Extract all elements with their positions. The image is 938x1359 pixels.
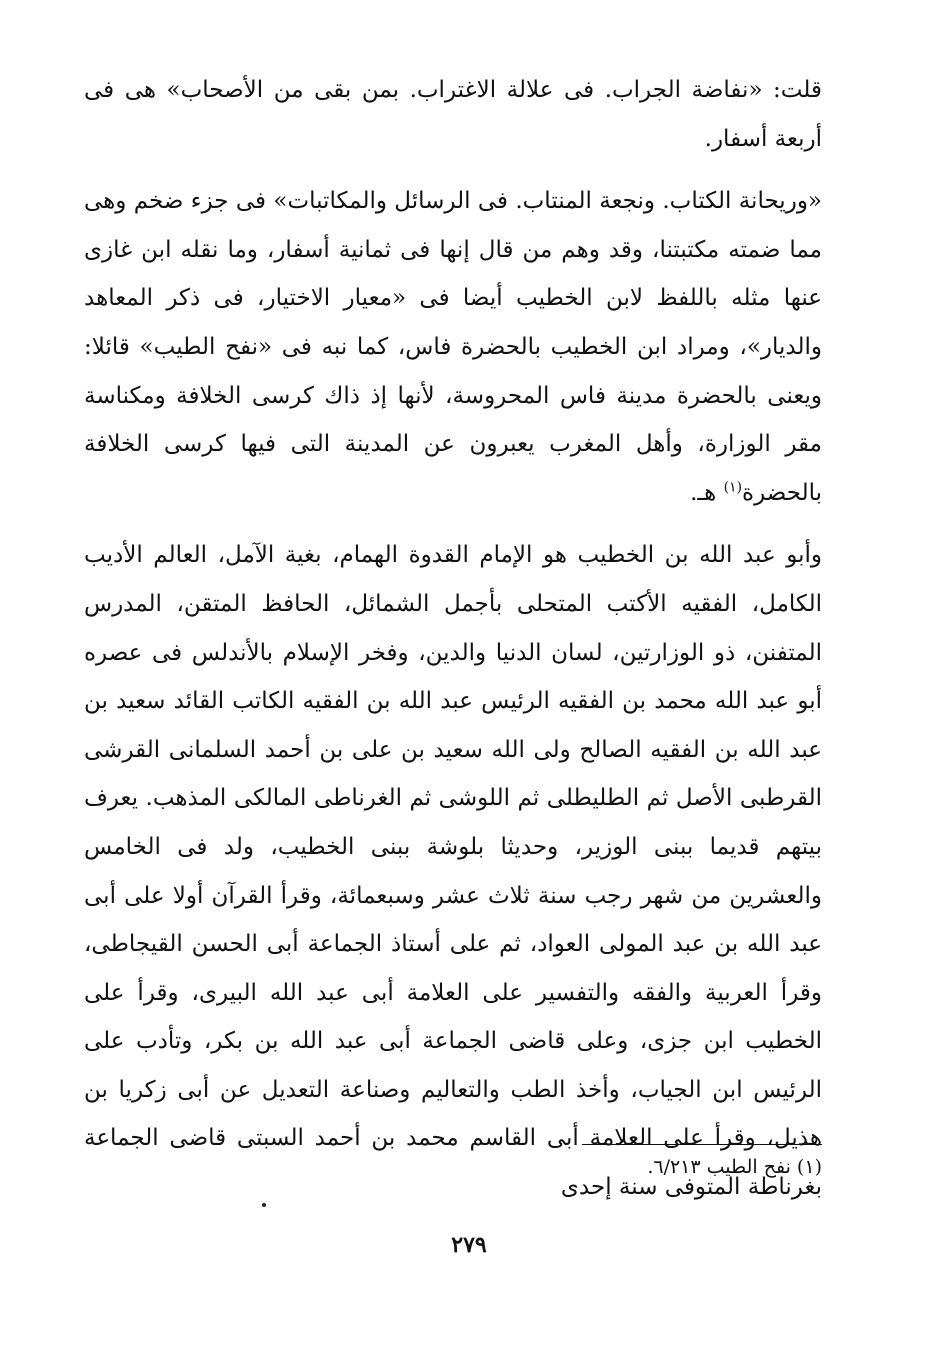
footnote-divider: [582, 1144, 822, 1145]
ink-speck: [262, 1203, 266, 1207]
page-body: [84, 66, 822, 1212]
paragraph-2-text: «وريحانة الكتاب. ونجعة المنتاب. فى الرسائل والمكاتبات» فى جزء ضخم وهى مما ضمته مكتبتنا، وقد وهم من قال إنها فى ثمانية أسفار، وما نقله ابن غازى عنها مثله باللفظ لابن الخطيب أيضا فى «معيار الاختيار، فى ذكر المعاهد والديار»، ومراد ابن الخطيب بالحضرة فاس، كما نبه فى «نفح الطيب» قائلا: ويعنى بالحضرة مدينة فاس المحروسة، لأنها إذ ذاك كرسى الخلافة ومكناسة مقر الوزارة، وأهل المغرب يعبرون عن المدينة التى فيها كرسى الخلافة بالحضرة: [84, 188, 822, 506]
page-number: ٢٧٩: [451, 1232, 487, 1258]
paragraph-1-text: قلت: «نفاضة الجراب. فى علالة الاغتراب. بمن بقى من الأصحاب» هى فى أربعة أسفار.: [84, 77, 822, 152]
footnote: (١) نفح الطيب ٦/٢١٣.: [647, 1156, 822, 1178]
footnote-reference: (١): [723, 479, 743, 496]
paragraph-2-end: هـ.: [690, 479, 717, 506]
paragraph-3: [84, 531, 822, 1211]
paragraph-2: [84, 177, 822, 517]
paragraph-3-text: وأبو عبد الله بن الخطيب هو الإمام القدوة الهمام، بغية الآمل، العالم الأديب الكامل، الفقيه الأكتب المتحلى بأجمل الشمائل، الحافظ المتقن، المدرس المتفنن، ذو الوزارتين، لسان الدنيا والدين، وفخر الإسلام بالأندلس فى عصره أبو عبد الله محمد بن الفقيه الرئيس عبد الله بن الفقيه الكاتب القائد سعيد بن عبد الله بن الفقيه الصالح ولى الله سعيد بن على بن أحمد السلمانى القرشى القرطبى الأصل ثم الطليطلى ثم اللوشى ثم الغرناطى المالكى المذهب. يعرف بيتهم قديما ببنى الوزير، وحديثا بلوشة ببنى الخطيب، ولد فى الخامس والعشرين من شهر رجب سنة ثلاث عشر وسبعمائة، وقرأ القرآن أولا على أبى عبد الله بن عبد المولى العواد، ثم على أستاذ الجماعة أبى الحسن القيجاطى، وقرأ العربية والفقه والتفسير على العلامة أبى عبد الله البيرى، وقرأ على الخطيب ابن جزى، وعلى قاضى الجماعة أبى عبد الله بن بكر، وتأدب على الرئيس ابن الجياب، وأخذ الطب والتعاليم وصناعة التعديل عن أبى زكريا بن هذيل، وقرأ على العلامة أبى القاسم محمد بن أحمد السبتى قاضى الجماعة بغرناطة المتوفى سنة إحدى: [84, 542, 822, 1201]
paragraph-1: [84, 66, 822, 163]
